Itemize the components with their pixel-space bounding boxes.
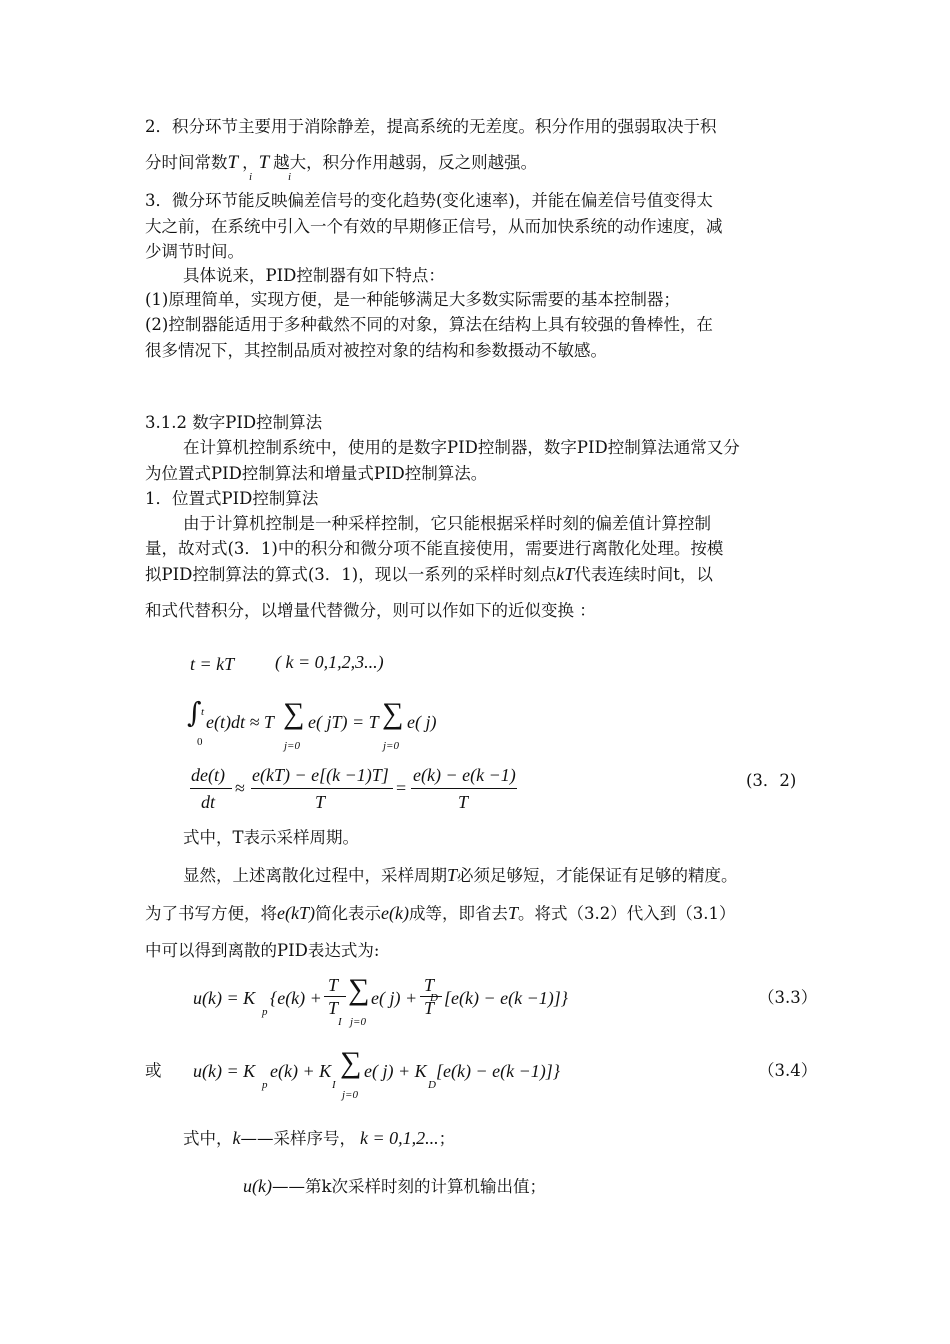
paragraph-integral-line1: 2．积分环节主要用于消除静差，提高系统的无差度。积分作用的强弱取决于积	[145, 117, 717, 136]
eq33-summation-lower: j=0	[350, 1016, 366, 1028]
derivative-denominator: dt	[201, 792, 216, 812]
eq34-kd-subscript: D	[428, 1079, 436, 1091]
eq33-fraction-i-numerator: T	[328, 975, 339, 995]
discrete-fraction-bar	[411, 788, 517, 789]
section-paragraph-2-line4: 和式代替积分，以增量代替微分，则可以作如下的近似变换 ：	[145, 601, 596, 620]
eq33-tail: [e(k) − e(k −1)]}	[444, 988, 568, 1008]
equation-label-3-2: (3．2)	[746, 771, 797, 790]
feature-item-2-line2: 很多情况下，其控制品质对被控对象的结构和参数摄动不敏感。	[145, 341, 607, 360]
summation-lower-1: j=0	[284, 740, 300, 752]
paragraph-derivative-line3: 少调节时间。	[145, 242, 244, 261]
section-paragraph-2-line3: 拟PID控制算法的算式(3．1)，现以一系列的采样时刻点kT代表连续时间t，以	[145, 564, 713, 584]
eq34-ki-subscript: I	[332, 1079, 336, 1091]
section-paragraph-2-line2: 量，故对式(3．1)中的积分和微分项不能直接使用，需要进行离散化处理。按模	[145, 539, 724, 558]
sub-heading: 1．位置式PID控制算法	[145, 489, 319, 508]
equation-label-3-3: （3.3）	[758, 988, 818, 1007]
features-intro: 具体说来，PID控制器有如下特点：	[183, 266, 445, 285]
section-paragraph-1-line1: 在计算机控制系统中，使用的是数字PID控制器，数字PID控制算法通常又分	[183, 438, 740, 457]
difference-denominator: T	[315, 792, 326, 812]
eq33-fraction-d-denominator: T	[424, 998, 435, 1018]
integral-expression-part3: e( j)	[407, 712, 437, 732]
ti-subscript-1: i	[249, 171, 253, 183]
feature-item-1: (1)原理简单，实现方便，是一种能够满足大多数实际需要的基本控制器；	[145, 290, 680, 309]
eq34-kp-subscript: p	[262, 1079, 268, 1091]
eq33-fraction-d-numerator: T	[424, 975, 435, 995]
ti-subscript-2: i	[288, 171, 292, 183]
equation-label-3-4: （3.4）	[758, 1061, 818, 1080]
derivative-numerator: de(t)	[191, 765, 225, 785]
eq33-kp-subscript: p	[262, 1006, 268, 1018]
note-sampling-period: 式中，T表示采样周期。	[183, 828, 360, 847]
difference-fraction-bar	[251, 788, 393, 789]
eq33-middle: e( j) +	[371, 988, 418, 1008]
difference-numerator: e(kT) − e[(k −1)T]	[252, 765, 389, 785]
integral-expression-part1: e(t)dt ≈ T	[206, 712, 274, 732]
integral-sign: ∫	[187, 696, 202, 729]
paragraph-discrete-line2: 为了书写方便，将e(kT)简化表示e(k)成等，即省去T。将式（3.2）代入到（3.1）	[145, 903, 736, 923]
derivative-fraction-bar	[190, 788, 232, 789]
definition-k: 式中，k——采样序号， k = 0,1,2...；	[183, 1128, 456, 1148]
summation-sign-1: ∑	[283, 697, 305, 730]
eq34-summation-sign: ∑	[340, 1046, 362, 1079]
eq33-fraction-i-denominator: T	[328, 998, 339, 1018]
equals-sign: =	[396, 778, 407, 798]
discrete-numerator: e(k) − e(k −1)	[413, 765, 516, 785]
discrete-denominator: T	[458, 792, 469, 812]
eq34-lhs: u(k) = K	[193, 1061, 256, 1081]
paragraph-integral-line2: 分时间常数T ，T 越大，积分作用越弱，反之则越强。	[145, 152, 538, 173]
paragraph-derivative-line2: 大之前，在系统中引入一个有效的早期修正信号，从而加快系统的动作速度，减	[145, 217, 723, 236]
approx-sign: ≈	[235, 778, 245, 798]
equation-sampling-index: ( k = 0,1,2,3...)	[275, 652, 384, 672]
eq33-summation-sign: ∑	[348, 973, 370, 1006]
eq34-summation-lower: j=0	[342, 1089, 358, 1101]
equation-sampling-time: t = kT	[190, 654, 235, 674]
feature-item-2-line1: (2)控制器能适用于多种截然不同的对象，算法在结构上具有较强的鲁棒性，在	[145, 315, 713, 334]
section-paragraph-2-line1: 由于计算机控制是一种采样控制，它只能根据采样时刻的偏差值计算控制	[183, 514, 711, 533]
eq33-td-subscript: D	[430, 992, 438, 1004]
integral-lower-limit: 0	[197, 736, 203, 748]
eq33-lhs: u(k) = K	[193, 988, 256, 1008]
eq33-fraction-i-bar	[324, 996, 346, 997]
summation-lower-2: j=0	[383, 740, 399, 752]
eq33-ti-subscript: I	[338, 1016, 342, 1028]
integral-expression-part2: e( jT) = T	[308, 712, 379, 732]
paragraph-discrete-line1: 显然，上述离散化过程中，采样周期T必须足够短，才能保证有足够的精度。	[183, 865, 738, 885]
paragraph-discrete-line3: 中可以得到离散的PID表达式为:	[145, 941, 380, 960]
eq33-brace-part: {e(k) +	[270, 988, 322, 1008]
eq34-middle-2: e( j) + K	[364, 1061, 427, 1081]
integral-upper-limit: t	[201, 706, 205, 718]
eq34-tail: [e(k) − e(k −1)]}	[436, 1061, 560, 1081]
section-paragraph-1-line2: 为位置式PID控制算法和增量式PID控制算法。	[145, 464, 488, 483]
section-heading: 3.1.2 数字PID控制算法	[145, 413, 323, 432]
summation-sign-2: ∑	[382, 697, 404, 730]
eq34-middle-1: e(k) + K	[270, 1061, 332, 1081]
paragraph-derivative-line1: 3．微分环节能反映偏差信号的变化趋势(变化速率)，并能在偏差信号值变得太	[145, 191, 713, 210]
or-label: 或	[145, 1061, 162, 1080]
definition-u: u(k)——第k次采样时刻的计算机输出值；	[243, 1176, 546, 1196]
